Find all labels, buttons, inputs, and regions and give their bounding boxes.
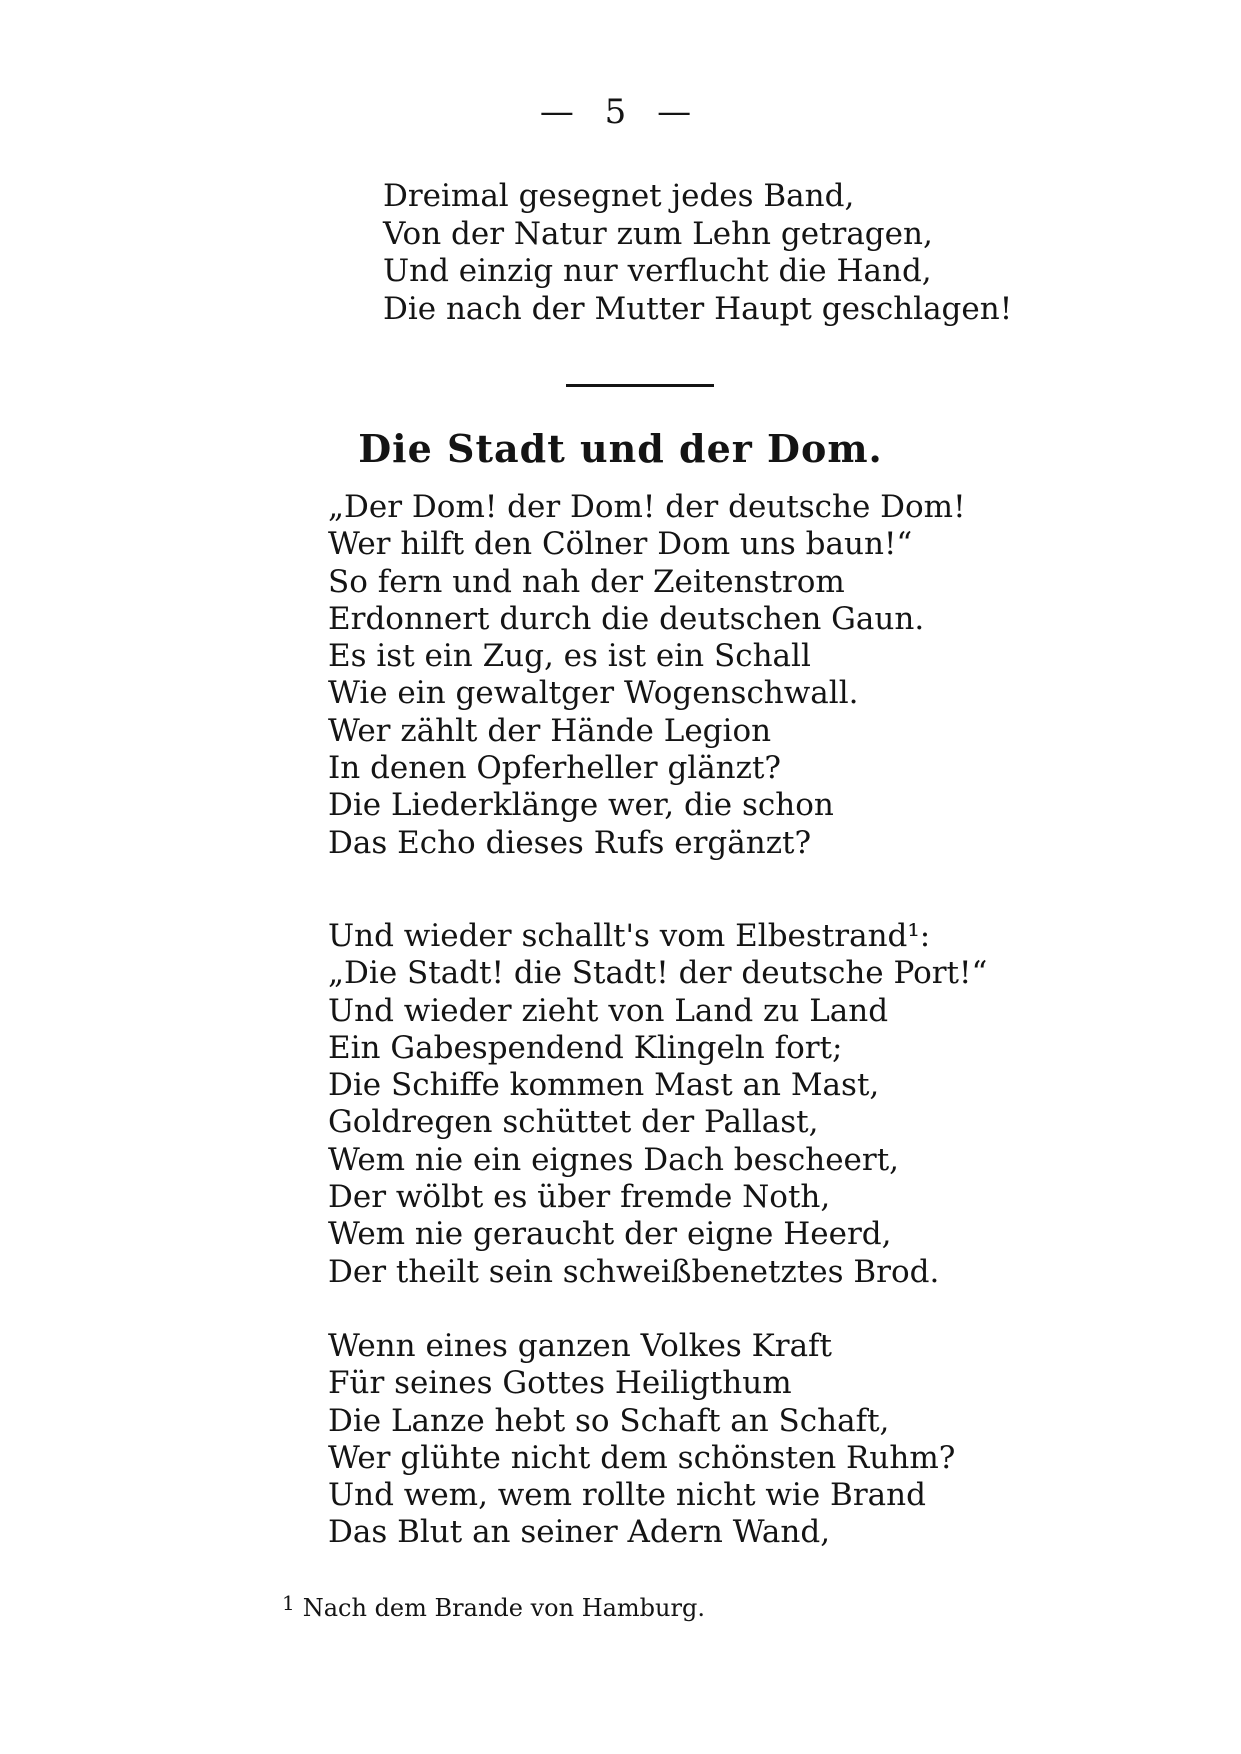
verse-line: Und einzig nur verflucht die Hand, — [383, 253, 932, 289]
footnote-marker: 1 — [282, 1591, 295, 1615]
verse-line: „Die Stadt! die Stadt! der deutsche Port!“ — [328, 955, 988, 992]
verse-line: Die nach der Mutter Haupt geschlagen! — [383, 290, 1013, 327]
verse-line: Wer hilft den Cölner Dom uns baun!“ — [328, 526, 913, 563]
verse-line: Wer glühte nicht dem schönsten Ruhm? — [328, 1439, 956, 1476]
verse-line: Die Liederklänge wer, die schon — [328, 787, 834, 824]
verse-line: Dreimal gesegnet jedes Band, — [383, 178, 855, 214]
verse-line: Wem nie geraucht der eigne Heerd, — [328, 1216, 892, 1253]
verse-line: Von der Natur zum Lehn getragen, — [383, 215, 933, 252]
verse-line: Wenn eines ganzen Volkes Kraft — [328, 1328, 832, 1364]
stanza-one — [328, 489, 966, 862]
stanza-three — [328, 1328, 955, 1552]
footnote-text: Nach dem Brande von Hamburg. — [302, 1594, 705, 1622]
verse-line: Wer zählt der Hände Legion — [328, 712, 772, 749]
stanza-two — [328, 918, 987, 1291]
poem-title: Die Stadt und der Dom. — [358, 426, 883, 471]
verse-line: Die Lanze hebt so Schaft an Schaft, — [328, 1402, 890, 1439]
verse-line: Die Schiffe kommen Mast an Mast, — [328, 1067, 880, 1104]
section-divider — [566, 384, 714, 387]
verse-line: Für seines Gottes Heiligthum — [328, 1365, 792, 1402]
verse-line: Goldregen schüttet der Pallast, — [328, 1104, 819, 1141]
verse-line: Wie ein gewaltger Wogenschwall. — [328, 675, 859, 712]
verse-line: Wem nie ein eignes Dach bescheert, — [328, 1141, 900, 1178]
verse-line: Und wem, wem rollte nicht wie Brand — [328, 1477, 926, 1514]
verse-line: Es ist ein Zug, es ist ein Schall — [328, 638, 811, 675]
verse-line: So fern und nah der Zeitenstrom — [328, 563, 845, 600]
intro-stanza — [383, 178, 1012, 328]
verse-line: „Der Dom! der Dom! der deutsche Dom! — [328, 489, 966, 525]
verse-line: Der theilt sein schweißbenetztes Brod. — [328, 1253, 940, 1290]
page-number: — 5 — — [539, 92, 702, 132]
verse-line: Das Echo dieses Rufs ergänzt? — [328, 824, 812, 861]
verse-line: In denen Opferheller glänzt? — [328, 750, 782, 787]
verse-line: Das Blut an seiner Adern Wand, — [328, 1514, 831, 1551]
verse-line: Ein Gabespendend Klingeln fort; — [328, 1029, 843, 1066]
footnote — [282, 1591, 705, 1622]
verse-line: Erdonnert durch die deutschen Gaun. — [328, 600, 925, 637]
verse-line: Und wieder schallt's vom Elbestrand¹: — [328, 918, 931, 954]
verse-line: Der wölbt es über fremde Noth, — [328, 1179, 831, 1216]
verse-line: Und wieder zieht von Land zu Land — [328, 992, 889, 1029]
